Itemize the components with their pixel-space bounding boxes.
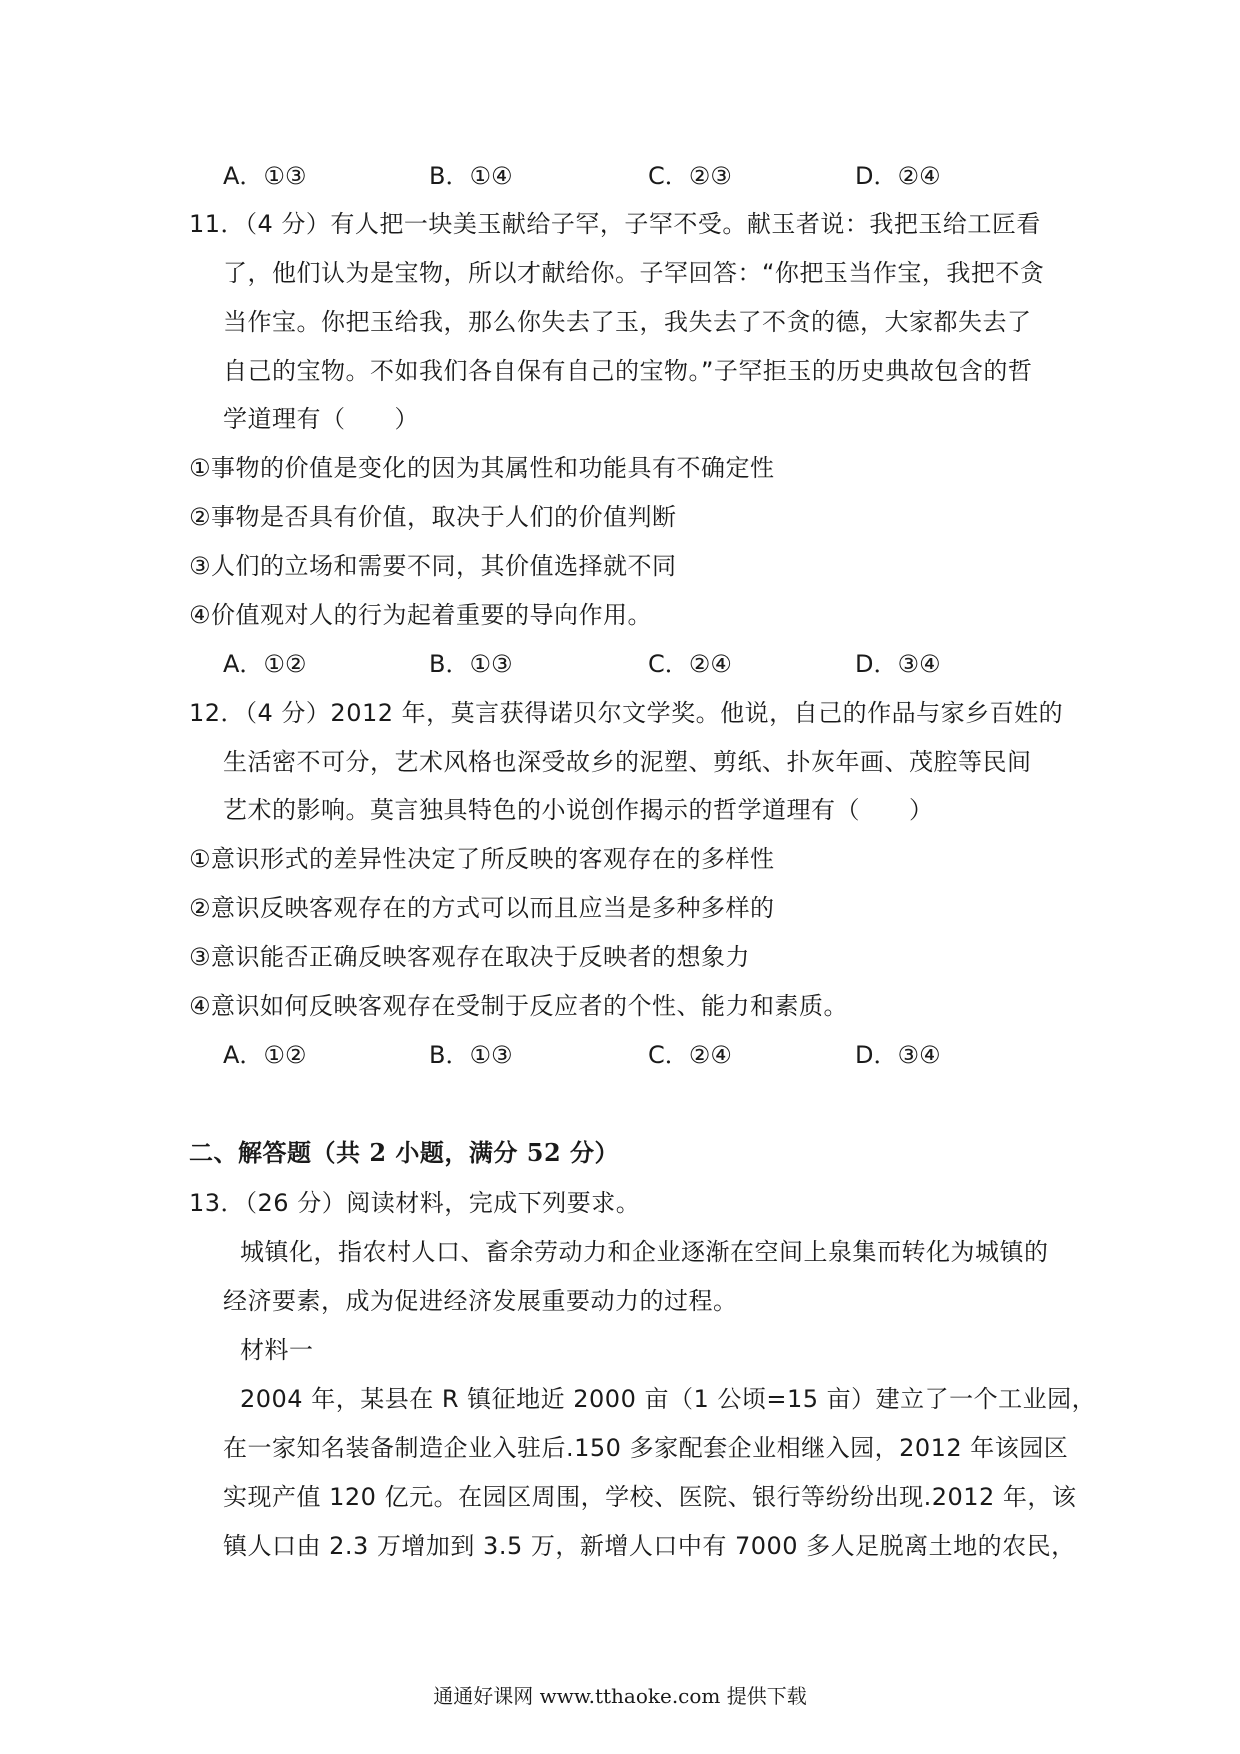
q12-line-1: 12．（4 分）2012 年，莫言获得诺贝尔文学奖。他说，自己的作品与家乡百姓的 [189, 699, 1064, 727]
q10-option-c: C．②③ [648, 162, 732, 190]
q11-line-4: 自己的宝物。不如我们各自保有自己的宝物。”子罕拒玉的历史典故包含的哲 [223, 357, 1033, 385]
q12-option-a: A．①② [223, 1041, 307, 1069]
q10-option-d: D．②④ [855, 162, 941, 190]
q12-statement-4: ④意识如何反映客观存在受制于反应者的个性、能力和素质。 [189, 992, 849, 1020]
q13-material-line-2: 在一家知名装备制造企业入驻后.150 多家配套企业相继入园，2012 年该园区 [223, 1434, 1069, 1462]
q12-line-3: 艺术的影响。莫言独具特色的小说创作揭示的哲学道理有（ ） [223, 796, 934, 824]
q11-option-a: A．①② [223, 650, 307, 678]
q12-line-2: 生活密不可分，艺术风格也深受故乡的泥塑、剪纸、扑灰年画、茂腔等民间 [223, 748, 1032, 776]
q11-option-c: C．②④ [648, 650, 732, 678]
q13-material-line-1: 2004 年，某县在 R 镇征地近 2000 亩（1 公顷=15 亩）建立了一个工业园， [240, 1385, 1097, 1413]
q12-statement-2: ②意识反映客观存在的方式可以而且应当是多种多样的 [189, 894, 775, 922]
q11-line-2: 了，他们认为是宝物，所以才献给你。子罕回答：“你把玉当作宝，我把不贪 [223, 259, 1045, 287]
q13-material-label: 材料一 [240, 1336, 314, 1364]
q13-material-line-3: 实现产值 120 亿元。在园区周围，学校、医院、银行等纷纷出现.2012 年，该 [223, 1483, 1077, 1511]
q13-intro-2: 经济要素，成为促进经济发展重要动力的过程。 [223, 1287, 738, 1315]
q11-statement-3: ③人们的立场和需要不同，其价值选择就不同 [189, 552, 677, 580]
section-title: 二、解答题（共 2 小题，满分 52 分） [189, 1138, 620, 1167]
q13-intro-1: 城镇化，指农村人口、畜余劳动力和企业逐渐在空间上泉集而转化为城镇的 [240, 1238, 1049, 1266]
q11-statement-1: ①事物的价值是变化的因为其属性和功能具有不确定性 [189, 454, 775, 482]
q10-option-a: A．①③ [223, 162, 307, 190]
q11-statement-2: ②事物是否具有价值，取决于人们的价值判断 [189, 503, 677, 531]
q13-material-line-4: 镇人口由 2.3 万增加到 3.5 万，新增人口中有 7000 多人足脱离土地的农民， [223, 1532, 1076, 1560]
q10-option-b: B．①④ [429, 162, 513, 190]
q11-line-1: 11．（4 分）有人把一块美玉献给子罕，子罕不受。献玉者说：我把玉给工匠看 [189, 210, 1041, 238]
q11-line-3: 当作宝。你把玉给我，那么你失去了玉，我失去了不贪的德，大家都失去了 [223, 308, 1032, 336]
q11-option-d: D．③④ [855, 650, 941, 678]
q12-statement-1: ①意识形式的差异性决定了所反映的客观存在的多样性 [189, 845, 775, 873]
q11-line-5: 学道理有（ ） [223, 405, 419, 433]
q12-option-d: D．③④ [855, 1041, 941, 1069]
q11-statement-4: ④价值观对人的行为起着重要的导向作用。 [189, 601, 653, 629]
q12-option-b: B．①③ [429, 1041, 513, 1069]
q12-option-c: C．②④ [648, 1041, 732, 1069]
page-footer: 通通好课网 www.tthaoke.com 提供下载 [433, 1684, 807, 1708]
q11-option-b: B．①③ [429, 650, 513, 678]
q12-statement-3: ③意识能否正确反映客观存在取决于反映者的想象力 [189, 943, 751, 971]
q13-header: 13．（26 分）阅读材料，完成下列要求。 [189, 1189, 641, 1217]
